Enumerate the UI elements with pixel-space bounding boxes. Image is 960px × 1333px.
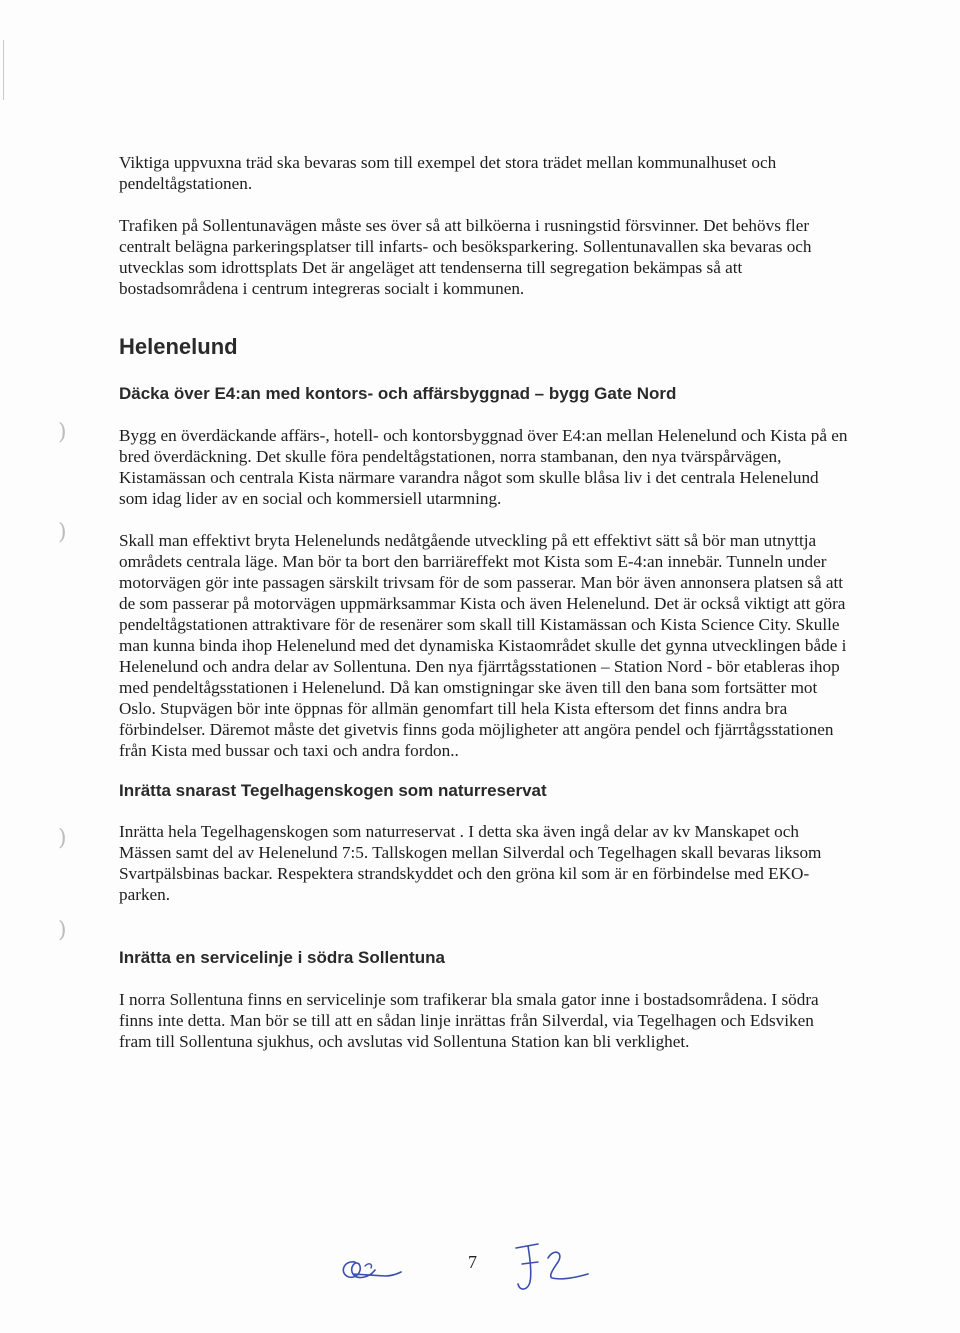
document-body <box>119 152 849 1052</box>
page-number: 7 <box>468 1252 477 1272</box>
initials-signature-right <box>508 1238 594 1298</box>
punch-hole-mark: ) <box>58 420 67 445</box>
heading-servicelinje: Inrätta en servicelinje i södra Sollentuna <box>119 948 445 967</box>
heading-tegelhagenskogen: Inrätta snarast Tegelhagenskogen som naturreservat <box>119 781 547 800</box>
page-footer <box>0 1230 960 1300</box>
intro-paragraph-1: Viktiga uppvuxna träd ska bevaras som till exempel det stora trädet mellan kommunalhuset och pendeltågstationen. <box>119 153 777 193</box>
tegelhagen-paragraph: Inrätta hela Tegelhagenskogen som naturreservat . I detta ska även ingå delar av kv Manskapet och Mässen samt del av Helenelund 7:5. Tallskogen mellan Silverdal och Tegelhagen skall bevaras liksom Svartpälsbinas backar. Respektera strandskyddet och den gröna kil som är en förbindelse med EKO-parken. <box>119 822 822 904</box>
helenelund-paragraph-1: Bygg en överdäckande affärs-, hotell- och kontorsbyggnad över E4:an mellan Helenelund och Kista på en bred överdäckning. Det skulle föra pendeltågstationen, norra stambanan, den nya tvärspårvägen, Kistamässan och centrala Kista närmare varandra något som skulle blåsa liv i det centrala Helenelund som idag lider av en social och kommersiell utarmning. <box>119 426 848 508</box>
punch-hole-mark: ) <box>58 520 67 545</box>
section-title-helenelund: Helenelund <box>119 334 238 359</box>
intro-paragraph-2: Trafiken på Sollentunavägen måste ses över så att bilköerna i rusningstid försvinner. Det behövs fler centralt belägna parkeringsplatser till infarts- och besöksparkering. Sollentunavallen ska bevaras och utvecklas som idrottsplats Det är angeläget att tendenserna till segregation bekämpas så att bostadsområdena i centrum integreras socialt i kommunen. <box>119 216 812 298</box>
initials-signature-left <box>335 1252 405 1286</box>
punch-hole-mark: ) <box>58 826 67 851</box>
servicelinje-paragraph: I norra Sollentuna finns en servicelinje som trafikerar bla smala gator inne i bostadsområdena. I södra finns inte detta. Man bör se till att en sådan linje inrättas från Silverdal, via Tegelhagen och Edsviken fram till Sollentuna sjukhus, och avslutas vid Sollentuna Station kan bli verklighet. <box>119 990 819 1051</box>
subheading-gate-nord: Däcka över E4:an med kontors- och affärsbyggnad – bygg Gate Nord <box>119 384 677 403</box>
helenelund-paragraph-2: Skall man effektivt bryta Helenelunds nedåtgående utveckling på ett effektivt sätt så bör man utnyttja områdets centrala läge. Man bör ta bort den barriäreffekt mot Kista som E-4:an innebär. Tunneln under motorvägen gör inte passagen särskilt trivsam för de som passerar. Man bör även annonsera platsen så att de som passerar på motorvägen uppmärksammar Kista och även Helenelund. Det är också viktigt att göra pendeltågstationen attraktivare för de resenärer som skall till Kistamässan och Kista Science City. Skulle man kunna binda ihop Helenelund med det dynamiska Kistaområdet skulle det gynna utvecklingen både i Helenelund och andra delar av Sollentuna. Den nya fjärrtågsstationen – Station Nord - bör etableras ihop med pendeltågsstationen i Helenelund. Då kan omstigningar ske även till den bana som fortsätter mot Oslo. Stupvägen bör inte öppnas för allmän genomfart till hela Kista eftersom det finns andra bra förbindelser. Däremot måste det givetvis finns goda möjligheter att angöra pendel och fjärrtågsstationen från Kista med bussar och taxi och andra fordon.. <box>119 531 847 760</box>
punch-hole-mark: ) <box>58 918 67 943</box>
scan-edge-mark <box>3 40 4 100</box>
